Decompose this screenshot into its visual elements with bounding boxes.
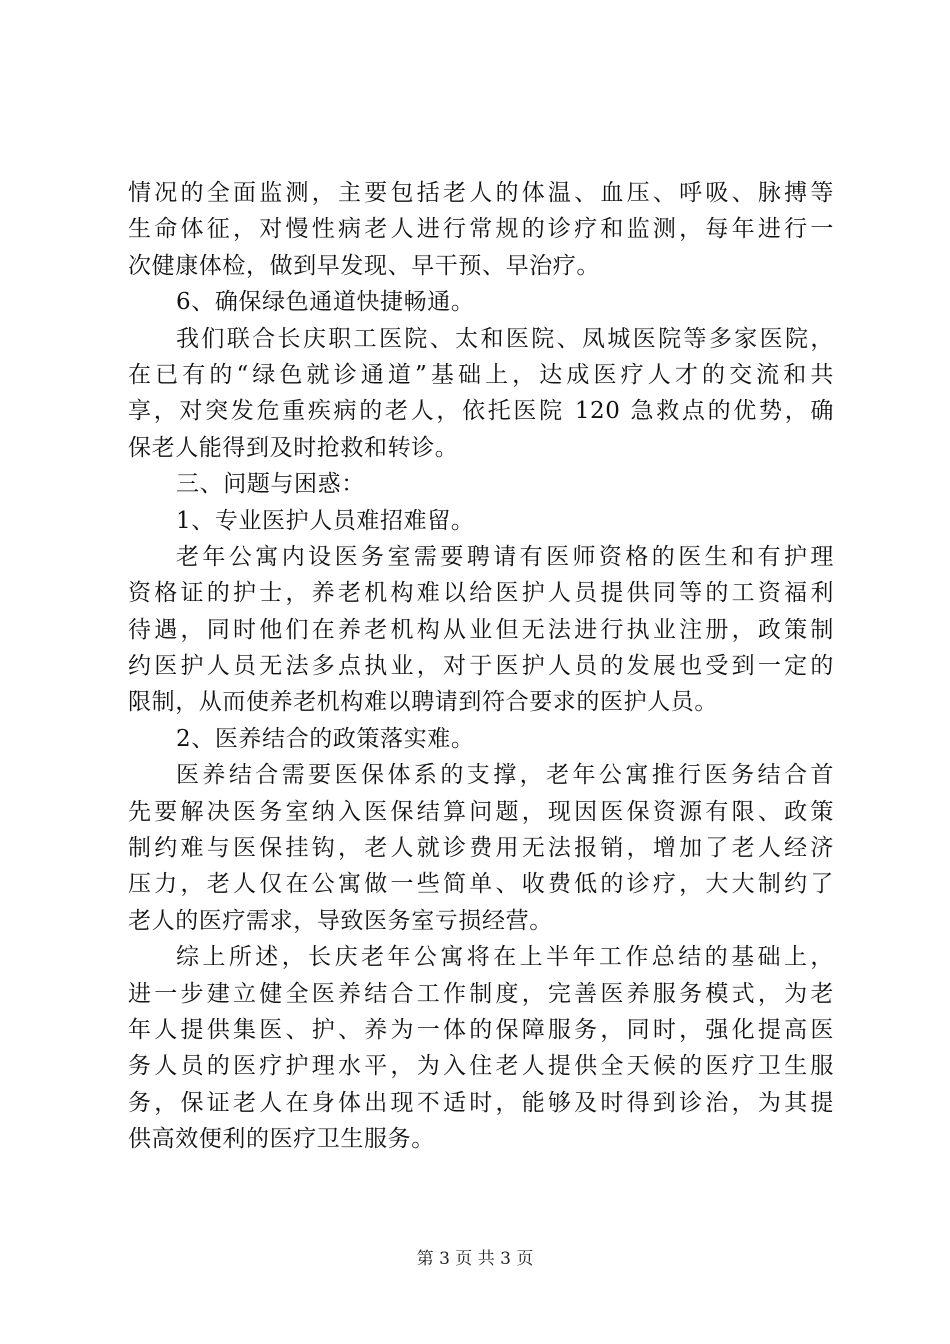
text-line: 年人提供集医、护、养为一体的保障服务，同时，强化提高医	[128, 1016, 834, 1043]
text-line: 约医护人员无法多点执业，对于医护人员的发展也受到一定的	[128, 653, 834, 680]
text-line: 生命体征，对慢性病老人进行常规的诊疗和监测，每年进行一	[128, 216, 834, 243]
text-line: 资格证的护士，养老机构难以给医护人员提供同等的工资福利	[128, 580, 834, 607]
page-number: 第 3 页 共 3 页	[416, 1249, 534, 1269]
text-line: 待遇，同时他们在养老机构从业但无法进行执业注册，政策制	[128, 616, 834, 643]
text-line: 老年公寓内设医务室需要聘请有医师资格的医生和有护理	[176, 543, 834, 570]
text-line: 医养结合需要医保体系的支撑，老年公寓推行医务结合首	[176, 762, 834, 789]
text-line: 供高效便利的医疗卫生服务。	[128, 1126, 435, 1153]
section-heading: 三、问题与困惑：	[176, 471, 365, 498]
text-line: 务人员的医疗护理水平，为入住老人提供全天候的医疗卫生服	[128, 1053, 834, 1080]
text-line: 享，对突发危重疾病的老人，依托医院 120 急救点的优势，确	[128, 398, 834, 425]
text-line: 限制，从而使养老机构难以聘请到符合要求的医护人员。	[128, 689, 718, 716]
section-heading: 6、确保绿色通道快捷畅通。	[176, 289, 475, 316]
text-line: 先要解决医务室纳入医保结算问题，现因医保资源有限、政策	[128, 798, 834, 825]
document-body	[128, 175, 834, 1158]
section-heading: 1、专业医护人员难招难留。	[176, 507, 475, 534]
text-line: 综上所述，长庆老年公寓将在上半年工作总结的基础上，	[176, 944, 834, 971]
text-line: 在已有的“绿色就诊通道”基础上，达成医疗人才的交流和共	[128, 361, 834, 388]
text-line: 务，保证老人在身体出现不适时，能够及时得到诊治，为其提	[128, 1089, 834, 1116]
text-line: 次健康体检，做到早发现、早干预、早治疗。	[128, 252, 600, 279]
text-line: 我们联合长庆职工医院、太和医院、凤城医院等多家医院，	[176, 325, 834, 352]
text-line: 压力，老人仅在公寓做一些简单、收费低的诊疗，大大制约了	[128, 871, 834, 898]
section-heading: 2、医养结合的政策落实难。	[176, 725, 475, 752]
text-line: 情况的全面监测，主要包括老人的体温、血压、呼吸、脉搏等	[128, 180, 834, 206]
text-line: 保老人能得到及时抢救和转诊。	[128, 434, 459, 461]
text-line: 制约难与医保挂钩，老人就诊费用无法报销，增加了老人经济	[128, 835, 834, 862]
text-line: 进一步建立健全医养结合工作制度，完善医养服务模式，为老	[128, 980, 834, 1007]
text-line: 老人的医疗需求，导致医务室亏损经营。	[128, 907, 553, 934]
